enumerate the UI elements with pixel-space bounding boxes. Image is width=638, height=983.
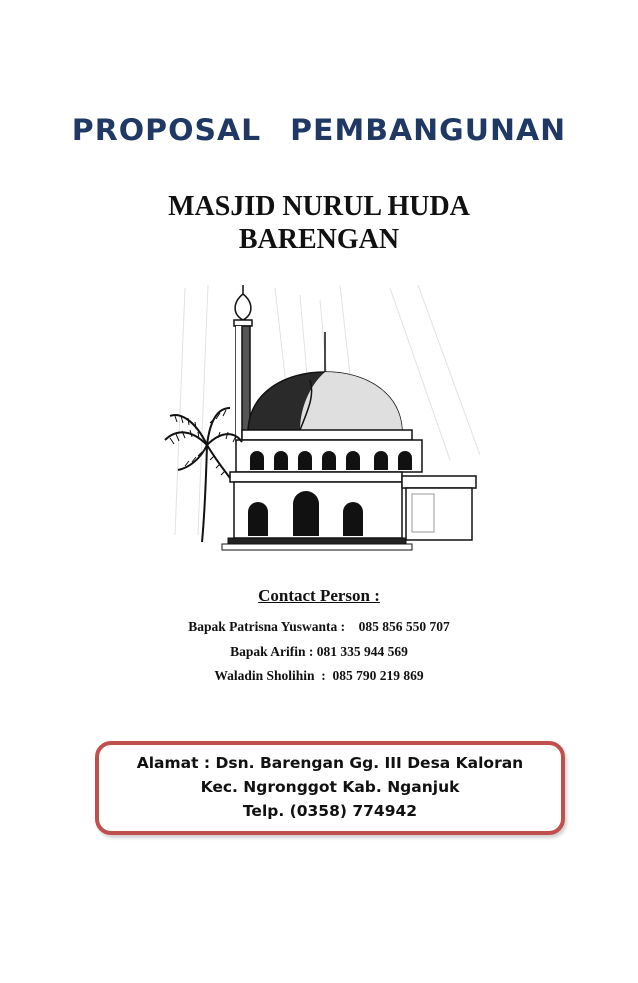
contact-person-line: Bapak Arifin : 081 335 944 569	[230, 644, 408, 659]
contact-person-line: Waladin Sholihin : 085 790 219 869	[214, 668, 424, 683]
heading-word-proposal: PROPOSAL	[71, 113, 262, 147]
address-phone: Telp. (0358) 774942	[242, 802, 418, 820]
contact-person-line: Bapak Patrisna Yuswanta : 085 856 550 707	[188, 619, 450, 634]
title-line-1: MASJID NURUL HUDA	[168, 191, 470, 222]
heading-word-pembangunan: PEMBANGUNAN	[290, 113, 567, 147]
address-box	[95, 741, 565, 835]
mosque-with-palm-tree-icon	[150, 280, 490, 560]
document-title	[0, 190, 638, 256]
contact-person-heading: Contact Person :	[258, 586, 380, 605]
address-line-1: Alamat : Dsn. Barengan Gg. III Desa Kaloran	[136, 754, 524, 772]
title-line-2: BARENGAN	[238, 224, 400, 255]
address-line-2: Kec. Ngronggot Kab. Nganjuk	[200, 778, 460, 796]
document-heading	[0, 113, 638, 147]
